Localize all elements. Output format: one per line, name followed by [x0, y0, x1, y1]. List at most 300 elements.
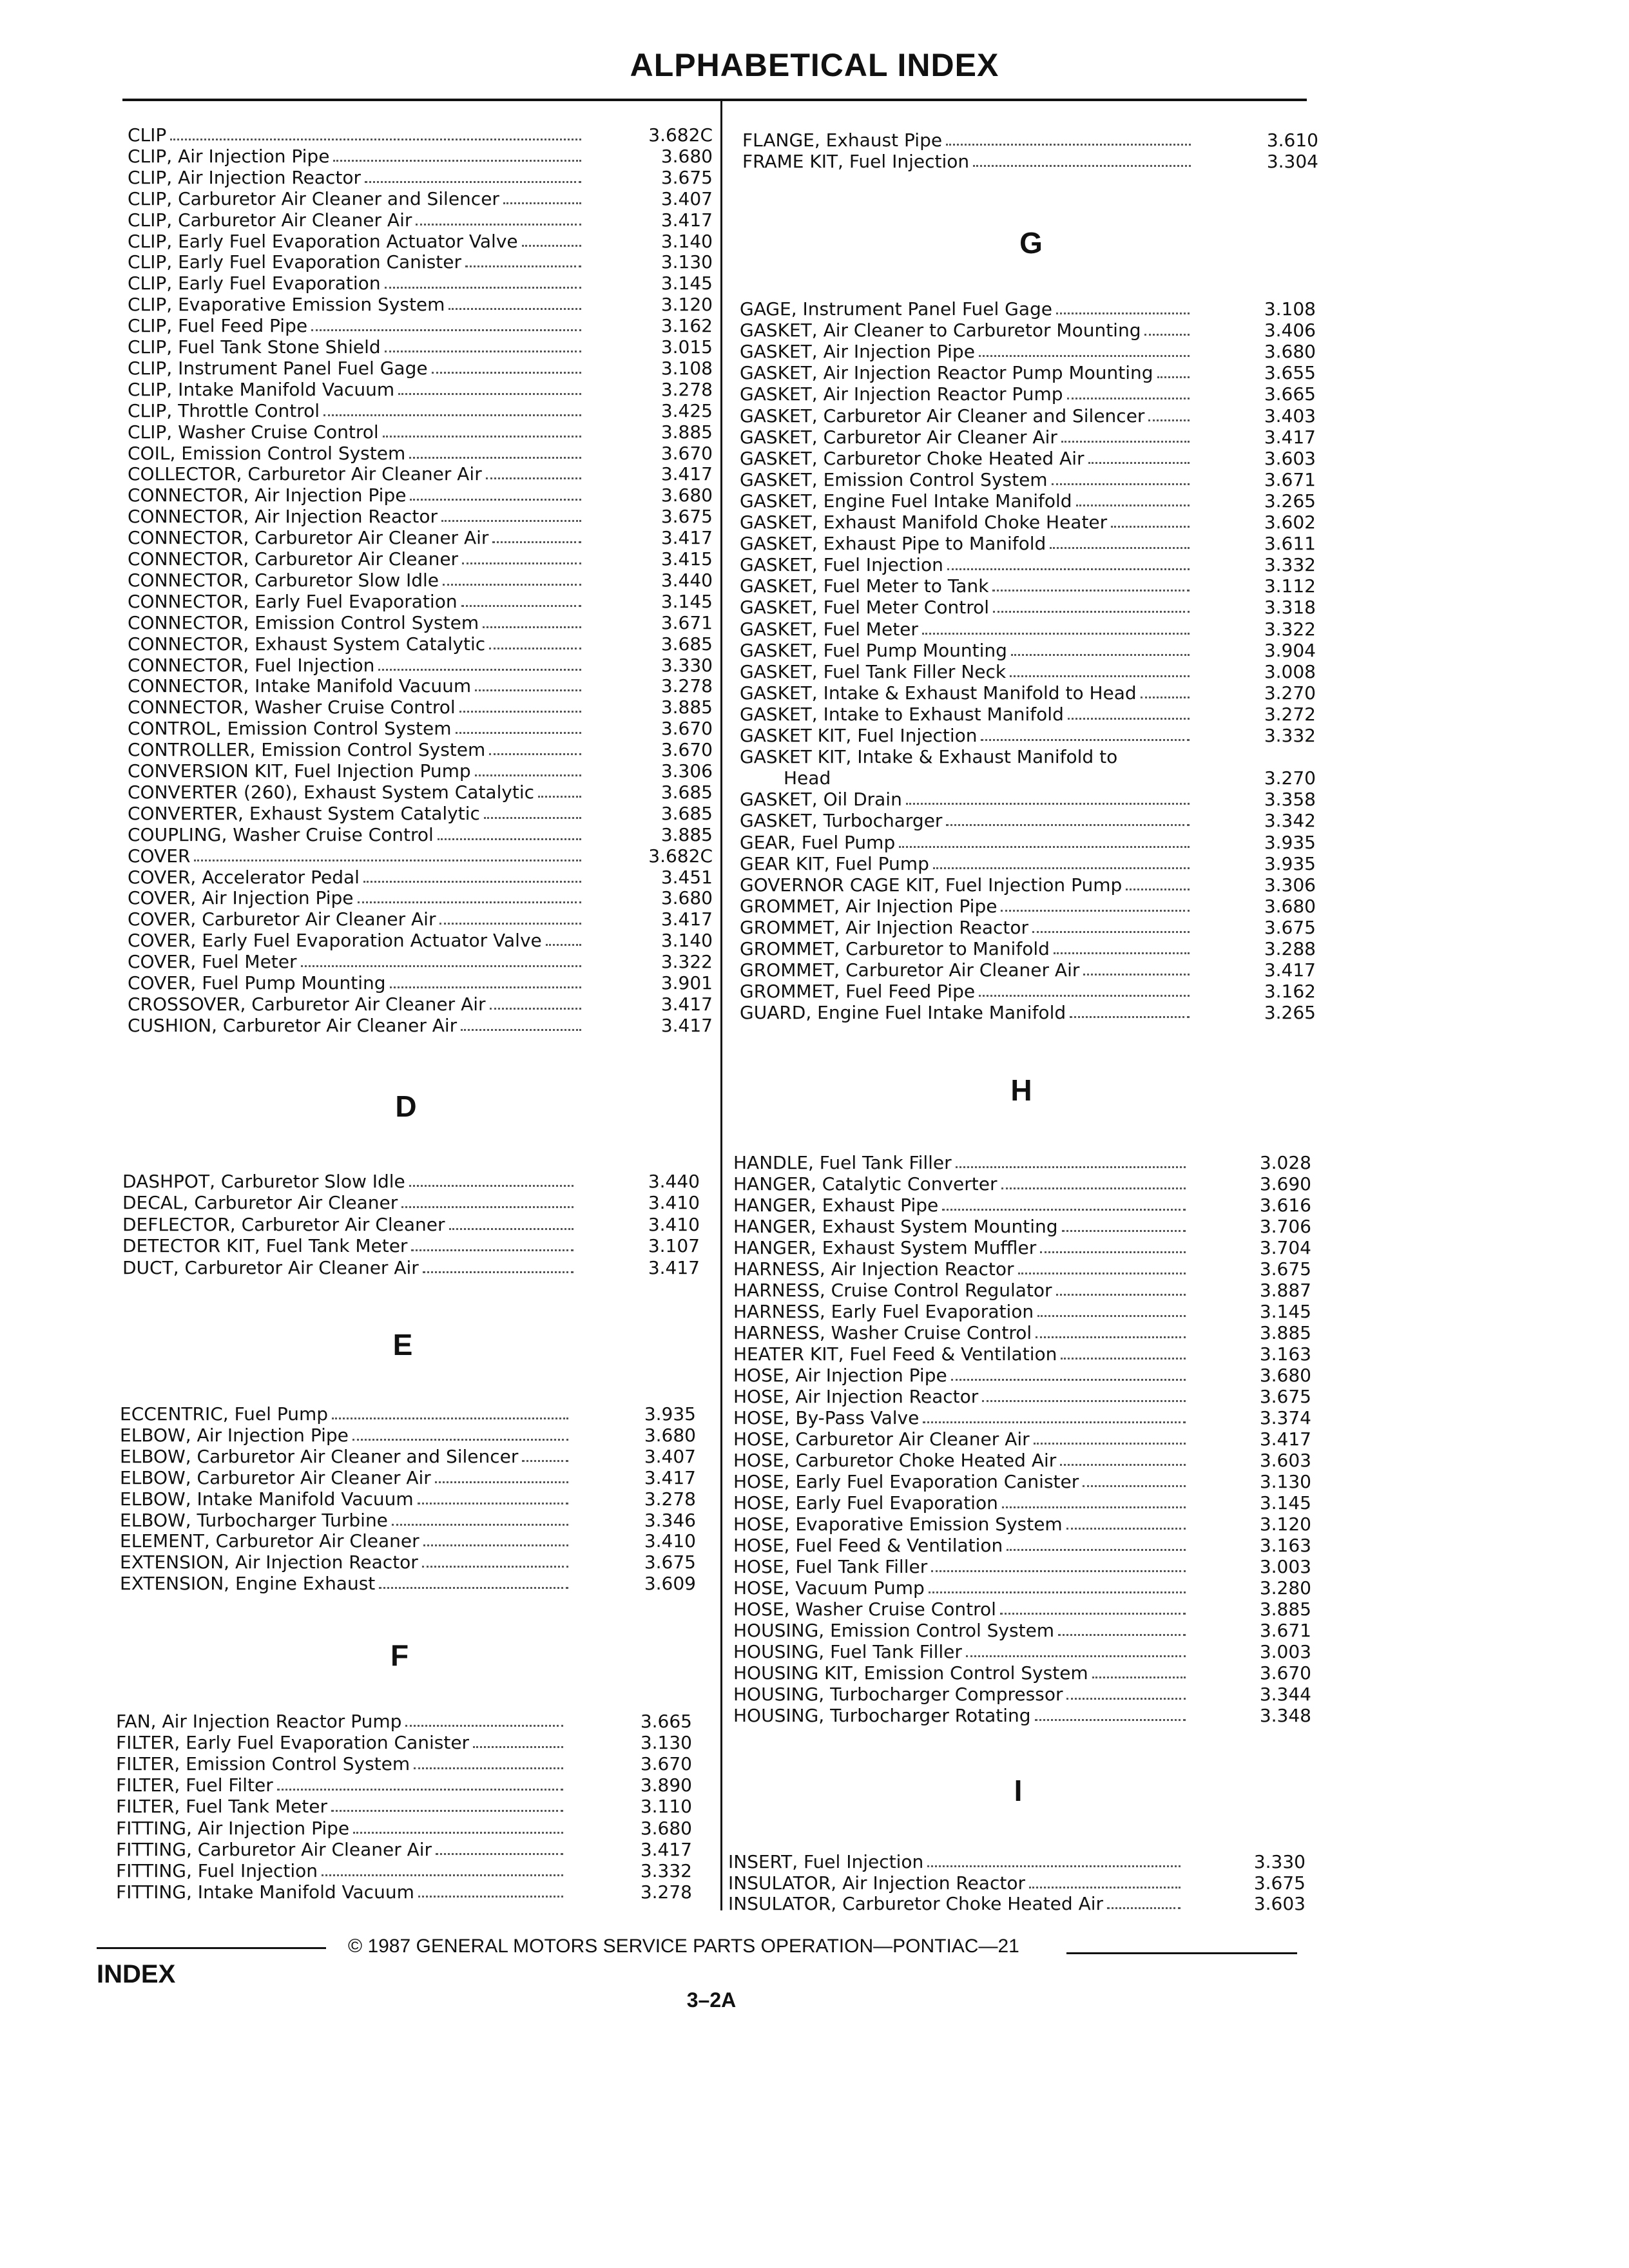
- dot-leader: [979, 355, 1190, 357]
- entry-name: CONNECTOR, Washer Cruise Control: [128, 697, 456, 718]
- index-entry: [128, 951, 585, 973]
- dot-leader: [465, 265, 581, 267]
- index-entry: [733, 1195, 1190, 1216]
- index-entry: [128, 506, 585, 528]
- index-entry: [733, 1280, 1190, 1302]
- index-entry: [128, 379, 585, 401]
- index-entry: [740, 298, 1193, 320]
- index-entry: [740, 640, 1193, 662]
- entry-name: ELBOW, Air Injection Pipe: [120, 1424, 349, 1446]
- dot-leader: [1060, 1464, 1186, 1466]
- dot-leader: [1056, 312, 1190, 314]
- index-entry: [733, 1577, 1190, 1599]
- index-entry: [733, 1599, 1190, 1620]
- index-entry: [740, 512, 1193, 533]
- index-entry: [733, 1343, 1190, 1365]
- dot-leader: [322, 1874, 563, 1876]
- index-entry: [120, 1488, 572, 1510]
- entry-name: HOSE, Air Injection Reactor: [733, 1386, 979, 1407]
- index-entry: [742, 130, 1195, 151]
- index-entry: [128, 887, 585, 909]
- entry-name: CLIP, Carburetor Air Cleaner Air: [128, 209, 412, 231]
- index-entry: [128, 358, 585, 380]
- entry-name: HOSE, Evaporative Emission System: [733, 1514, 1063, 1535]
- entry-page-ref: 3.120: [660, 294, 713, 316]
- dot-leader: [432, 372, 581, 374]
- entry-name: COIL, Emission Control System: [128, 442, 406, 464]
- index-entry: [120, 1510, 572, 1532]
- entry-page-ref: 3.406: [1264, 320, 1316, 341]
- index-entry: [122, 1214, 577, 1236]
- dot-leader: [410, 499, 581, 501]
- entry-name: COVER: [128, 845, 191, 867]
- entry-name: ELBOW, Turbocharger Turbine: [120, 1509, 388, 1531]
- index-entry: [128, 803, 585, 825]
- entry-name: HOSE, Early Fuel Evaporation Canister: [733, 1471, 1079, 1492]
- dot-leader: [899, 846, 1190, 848]
- index-entry: [728, 1851, 1184, 1873]
- dot-leader: [1032, 931, 1190, 933]
- dot-leader: [1066, 1698, 1186, 1700]
- entry-page-ref: 3.332: [1264, 554, 1316, 576]
- entry-name: GASKET, Fuel Meter: [740, 618, 918, 640]
- section-letter-i: I: [1014, 1774, 1023, 1807]
- index-entry: [728, 1893, 1184, 1915]
- entry-page-ref: 3.675: [1259, 1386, 1311, 1407]
- index-entry: [128, 612, 585, 634]
- entry-page-ref: 3.935: [1264, 852, 1316, 874]
- index-entry: [128, 908, 585, 930]
- entry-name: HOUSING, Turbocharger Rotating: [733, 1705, 1031, 1726]
- index-entry: [733, 1407, 1190, 1429]
- dot-leader: [385, 287, 581, 289]
- dot-leader: [1067, 398, 1190, 399]
- entry-name: GASKET KIT, Fuel Injection: [740, 725, 978, 746]
- entry-name: HANGER, Exhaust System Muffler: [733, 1237, 1037, 1258]
- index-entry: [784, 767, 1193, 789]
- dot-leader: [1035, 1719, 1186, 1721]
- entry-name: GEAR, Fuel Pump: [740, 831, 896, 853]
- dot-leader: [486, 477, 581, 479]
- index-entry: [128, 994, 585, 1015]
- dot-leader: [363, 881, 581, 883]
- index-entry: [128, 421, 585, 443]
- dot-leader: [331, 1810, 563, 1812]
- entry-name: INSULATOR, Carburetor Choke Heated Air: [728, 1893, 1104, 1915]
- index-entry: [740, 619, 1193, 640]
- entry-page-ref: 3.140: [660, 930, 713, 952]
- index-entry: [120, 1552, 572, 1573]
- entry-name: CLIP, Early Fuel Evaporation Canister: [128, 251, 461, 273]
- footer-rule-left: [97, 1947, 326, 1949]
- entry-page-ref: 3.417: [660, 1014, 713, 1036]
- entry-page-ref: 3.348: [1259, 1705, 1311, 1726]
- dot-leader: [951, 1379, 1186, 1381]
- dot-leader: [1010, 675, 1190, 677]
- entry-page-ref: 3.306: [1264, 874, 1316, 896]
- dot-leader: [489, 648, 581, 649]
- entry-page-ref: 3.410: [648, 1213, 700, 1235]
- entry-page-ref: 3.440: [648, 1171, 700, 1192]
- entry-page-ref: 3.322: [1264, 618, 1316, 640]
- entry-name: COLLECTOR, Carburetor Air Cleaner Air: [128, 463, 482, 485]
- dot-leader: [1092, 1677, 1186, 1678]
- entry-page-ref: 3.270: [1264, 767, 1316, 789]
- entry-page-ref: 3.417: [648, 1256, 700, 1278]
- dot-leader: [423, 1271, 574, 1273]
- dot-leader: [438, 838, 581, 840]
- entry-name: CLIP, Throttle Control: [128, 399, 320, 421]
- index-entry: [740, 789, 1193, 811]
- entry-name: HOSE, Fuel Tank Filler: [733, 1556, 928, 1577]
- dot-leader: [979, 995, 1190, 997]
- entry-name: ELBOW, Intake Manifold Vacuum: [120, 1488, 414, 1510]
- entry-name: CLIP, Air Injection Reactor: [128, 166, 361, 188]
- index-entry: [740, 746, 1193, 768]
- entry-name: CONNECTOR, Exhaust System Catalytic: [128, 633, 486, 655]
- index-entry: [128, 930, 585, 952]
- index-entry: [740, 938, 1193, 960]
- dot-leader: [1066, 1528, 1186, 1530]
- dot-leader: [311, 329, 581, 331]
- entry-name: CLIP, Air Injection Pipe: [128, 145, 330, 167]
- dot-leader: [956, 1166, 1186, 1168]
- entry-page-ref: 3.108: [1264, 298, 1316, 320]
- section-letter-g: G: [1019, 226, 1043, 260]
- dot-leader: [522, 1460, 568, 1462]
- dot-leader: [1050, 547, 1190, 549]
- entry-page-ref: 3.616: [1259, 1195, 1311, 1216]
- section-letter-d: D: [395, 1090, 417, 1123]
- index-entry: [120, 1530, 572, 1552]
- entry-name: CONNECTOR, Early Fuel Evaporation: [128, 590, 458, 612]
- entry-page-ref: 3.885: [1259, 1322, 1311, 1343]
- dot-leader: [1034, 1443, 1186, 1445]
- index-entry: [733, 1471, 1190, 1493]
- index-entry: [128, 824, 585, 846]
- entry-page-ref: 3.145: [1259, 1301, 1311, 1322]
- index-entry: [733, 1386, 1190, 1408]
- entry-name: CLIP, Fuel Tank Stone Shield: [128, 336, 381, 358]
- entry-page-ref: 3.885: [1259, 1599, 1311, 1620]
- dot-leader: [1007, 1549, 1186, 1551]
- dot-leader: [414, 1767, 563, 1769]
- dot-leader: [409, 1185, 574, 1187]
- entry-name: FILTER, Emission Control System: [116, 1753, 410, 1775]
- dot-leader: [439, 923, 581, 925]
- dot-leader: [441, 520, 581, 522]
- entry-name: CLIP, Fuel Feed Pipe: [128, 315, 308, 337]
- index-entry: [740, 832, 1193, 854]
- entry-name: HOUSING, Turbocharger Compressor: [733, 1684, 1063, 1705]
- entry-name: GUARD, Engine Fuel Intake Manifold: [740, 1002, 1066, 1024]
- entry-name: DASHPOT, Carburetor Slow Idle: [122, 1171, 405, 1192]
- index-entry: [128, 273, 585, 294]
- index-entry: [128, 697, 585, 718]
- index-entry: [733, 1365, 1190, 1387]
- entry-name: GROMMET, Air Injection Reactor: [740, 916, 1028, 938]
- dot-leader: [323, 414, 581, 416]
- entry-name: GASKET, Air Cleaner to Carburetor Mounting: [740, 320, 1141, 341]
- dot-leader: [1126, 889, 1190, 890]
- index-entry: [740, 490, 1193, 512]
- entry-name: ELEMENT, Carburetor Air Cleaner: [120, 1530, 419, 1552]
- entry-name: INSERT, Fuel Injection: [728, 1851, 924, 1872]
- entry-page-ref: 3.885: [660, 823, 713, 845]
- entry-page-ref: 3.278: [660, 675, 713, 697]
- entry-page-ref: 3.344: [1259, 1684, 1311, 1705]
- entry-name: CLIP, Evaporative Emission System: [128, 294, 445, 316]
- index-entry: [733, 1450, 1190, 1472]
- dot-leader: [398, 393, 581, 395]
- dot-leader: [194, 860, 581, 861]
- entry-page-ref: 3.130: [1259, 1471, 1311, 1492]
- index-entry: [740, 959, 1193, 981]
- dot-leader: [929, 1591, 1186, 1593]
- dot-leader: [461, 605, 581, 607]
- entry-page-ref: 3.680: [660, 145, 713, 167]
- index-entry: [740, 896, 1193, 918]
- entry-name: CONNECTOR, Carburetor Air Cleaner: [128, 548, 459, 570]
- index-entry: [733, 1535, 1190, 1557]
- dot-leader: [483, 626, 581, 628]
- index-entry: [740, 427, 1193, 448]
- index-entry: [128, 294, 585, 316]
- entry-page-ref: 3.680: [644, 1424, 696, 1446]
- index-entry: [740, 320, 1193, 341]
- dot-leader: [1107, 1907, 1181, 1909]
- header-rule: [122, 99, 1307, 101]
- entry-page-ref: 3.887: [1259, 1280, 1311, 1301]
- entry-name: CONNECTOR, Carburetor Slow Idle: [128, 569, 439, 591]
- dot-leader: [443, 584, 581, 586]
- entry-page-ref: 3.288: [1264, 938, 1316, 959]
- dot-leader: [922, 633, 1190, 635]
- index-entry: [740, 597, 1193, 619]
- index-entry: [128, 443, 585, 465]
- index-entry: [733, 1514, 1190, 1535]
- dot-leader: [365, 181, 581, 183]
- dot-leader: [1148, 419, 1190, 421]
- entry-page-ref: 3.602: [1264, 512, 1316, 533]
- entry-name: COVER, Air Injection Pipe: [128, 887, 354, 909]
- entry-page-ref: 3.675: [1264, 916, 1316, 938]
- entry-name: GASKET, Carburetor Air Cleaner Air: [740, 426, 1057, 448]
- entry-page-ref: 3.272: [1264, 703, 1316, 725]
- index-entry: [740, 469, 1193, 491]
- entry-name: GASKET KIT, Intake & Exhaust Manifold to: [740, 746, 1118, 768]
- index-entry: [740, 725, 1193, 747]
- dot-leader: [933, 867, 1190, 869]
- index-entry: [733, 1641, 1190, 1663]
- entry-page-ref: 3.107: [648, 1235, 700, 1257]
- index-entry: [128, 188, 585, 210]
- dot-leader: [385, 351, 581, 352]
- entry-name: CONTROL, Emission Control System: [128, 718, 452, 740]
- index-entry: [740, 554, 1193, 576]
- dot-leader: [1001, 1187, 1186, 1189]
- footer-rule-right: [1066, 1952, 1297, 1954]
- entry-name: ELBOW, Carburetor Air Cleaner and Silencer: [120, 1445, 519, 1467]
- index-entry: [120, 1425, 572, 1446]
- index-entry: [122, 1257, 577, 1279]
- entry-page-ref: 3.670: [660, 739, 713, 761]
- dot-leader: [392, 1524, 568, 1526]
- index-entry: [128, 718, 585, 740]
- entry-name: HOUSING, Emission Control System: [733, 1620, 1055, 1641]
- entry-name: GASKET, Fuel Meter to Tank: [740, 575, 989, 597]
- entry-page-ref: 3.008: [1264, 660, 1316, 682]
- entry-name: GROMMET, Fuel Feed Pipe: [740, 981, 976, 1003]
- entry-name: CLIP, Washer Cruise Control: [128, 421, 379, 443]
- entry-page-ref: 3.270: [1264, 682, 1316, 704]
- index-entry: [733, 1237, 1190, 1259]
- entry-name: GASKET, Intake to Exhaust Manifold: [740, 703, 1064, 725]
- index-entry: [128, 527, 585, 549]
- entry-page-ref: 3.425: [660, 399, 713, 421]
- index-entry: [740, 533, 1193, 555]
- index-entry: [728, 1872, 1184, 1894]
- dot-leader: [277, 1789, 563, 1791]
- entry-page-ref: 3.265: [1264, 490, 1316, 512]
- entry-name: EXTENSION, Engine Exhaust: [120, 1573, 376, 1595]
- index-entry: [740, 575, 1193, 597]
- entry-name: GASKET, Intake & Exhaust Manifold to Head: [740, 682, 1137, 704]
- entry-page-ref: 3.706: [1259, 1216, 1311, 1237]
- entry-page-ref: 3.675: [1259, 1258, 1311, 1280]
- entry-name: GASKET, Emission Control System: [740, 468, 1048, 490]
- index-entry: [128, 845, 585, 867]
- dot-leader: [1040, 1251, 1186, 1253]
- index-entry: [128, 972, 585, 994]
- entry-name: HOUSING KIT, Emission Control System: [733, 1662, 1088, 1684]
- dot-leader: [1061, 441, 1190, 443]
- section-letter-e: E: [392, 1328, 413, 1361]
- index-entry: [740, 1002, 1193, 1024]
- index-entry: [733, 1216, 1190, 1238]
- entry-page-ref: 3.665: [640, 1711, 692, 1732]
- entry-name: HOSE, Fuel Feed & Ventilation: [733, 1535, 1003, 1556]
- entry-page-ref: 3.374: [1259, 1407, 1311, 1428]
- index-entry: [122, 1171, 577, 1193]
- dot-leader: [1083, 1485, 1186, 1487]
- entry-page-ref: 3.162: [660, 315, 713, 337]
- index-entry: [740, 383, 1193, 405]
- dot-leader: [993, 611, 1190, 613]
- index-entry: [740, 874, 1193, 896]
- dot-leader: [1141, 697, 1190, 698]
- entry-page-ref: 3.670: [1259, 1662, 1311, 1684]
- entry-name: CLIP, Early Fuel Evaporation Actuator Valve: [128, 230, 518, 252]
- entry-page-ref: 3.130: [660, 251, 713, 273]
- dot-leader: [1001, 910, 1190, 912]
- entry-name: GASKET, Fuel Injection: [740, 554, 943, 576]
- entry-page-ref: 3.603: [1253, 1893, 1306, 1915]
- dot-leader: [1070, 1016, 1190, 1018]
- dot-leader: [462, 562, 581, 564]
- entry-page-ref: 3.280: [1259, 1577, 1311, 1599]
- index-entry: [122, 1192, 577, 1214]
- dot-leader: [503, 202, 581, 204]
- entry-page-ref: 3.675: [660, 506, 713, 528]
- dot-leader: [301, 965, 581, 967]
- dot-leader: [1054, 952, 1190, 954]
- entry-name: COVER, Early Fuel Evaporation Actuator Valve: [128, 930, 542, 952]
- entry-page-ref: 3.265: [1264, 1002, 1316, 1024]
- dot-leader: [1052, 483, 1190, 485]
- index-entry: [128, 146, 585, 168]
- entry-page-ref: 3.609: [644, 1573, 696, 1595]
- dot-leader: [906, 803, 1190, 805]
- entry-name: GROMMET, Carburetor to Manifold: [740, 938, 1050, 959]
- entry-page-ref: 3.685: [660, 802, 713, 824]
- entry-page-ref: 3.145: [660, 273, 713, 294]
- index-entry: [116, 1711, 567, 1733]
- entry-page-ref: 3.417: [660, 908, 713, 930]
- entry-page-ref: 3.342: [1264, 810, 1316, 832]
- index-entry: [733, 1662, 1190, 1684]
- dot-leader: [353, 1832, 563, 1834]
- entry-name: GEAR KIT, Fuel Pump: [740, 852, 929, 874]
- index-entry: [128, 633, 585, 655]
- dot-leader: [422, 1566, 568, 1568]
- index-entry: [128, 655, 585, 677]
- entry-page-ref: 3.417: [660, 993, 713, 1015]
- entry-page-ref: 3.690: [1259, 1173, 1311, 1195]
- entry-name: GASKET, Oil Drain: [740, 789, 902, 811]
- entry-page-ref: 3.440: [660, 569, 713, 591]
- index-entry: [128, 400, 585, 422]
- entry-page-ref: 3.417: [660, 463, 713, 485]
- index-entry: [116, 1881, 567, 1903]
- dot-leader: [1083, 974, 1190, 975]
- index-entry: [128, 739, 585, 761]
- entry-name: HOSE, Carburetor Choke Heated Air: [733, 1450, 1057, 1471]
- entry-name: HOSE, Washer Cruise Control: [733, 1599, 996, 1620]
- entry-page-ref: 3.403: [1264, 405, 1316, 427]
- index-entry: [740, 981, 1193, 1003]
- index-entry: [116, 1732, 567, 1754]
- entry-page-ref: 3.318: [1264, 597, 1316, 619]
- entry-page-ref: 3.901: [660, 972, 713, 994]
- entry-name: HOSE, By-Pass Valve: [733, 1407, 920, 1428]
- entry-page-ref: 3.410: [648, 1192, 700, 1214]
- dot-leader: [423, 1544, 568, 1546]
- entry-page-ref: 3.145: [1259, 1492, 1311, 1514]
- dot-leader: [379, 1587, 568, 1589]
- index-entry: [128, 485, 585, 506]
- entry-page-ref: 3.675: [1253, 1872, 1306, 1894]
- index-entry: [128, 548, 585, 570]
- index-entry: [128, 1015, 585, 1037]
- dot-leader: [1037, 1315, 1186, 1317]
- entry-name: HOSE, Vacuum Pump: [733, 1577, 925, 1599]
- dot-leader: [982, 1400, 1186, 1402]
- entry-name: CLIP, Carburetor Air Cleaner and Silencer: [128, 187, 499, 209]
- entry-name: CLIP, Instrument Panel Fuel Gage: [128, 357, 428, 379]
- index-entry: [128, 336, 585, 358]
- entry-page-ref: 3.346: [644, 1509, 696, 1531]
- dot-leader: [1056, 1294, 1186, 1296]
- entry-name: COVER, Accelerator Pedal: [128, 866, 360, 888]
- dot-leader: [946, 824, 1190, 826]
- index-entry: [116, 1839, 567, 1861]
- index-entry: [128, 463, 585, 485]
- entry-name: FITTING, Air Injection Pipe: [116, 1817, 350, 1839]
- index-entry: [128, 782, 585, 803]
- entry-name: FRAME KIT, Fuel Injection: [742, 151, 970, 172]
- entry-page-ref: 3.304: [1266, 151, 1318, 172]
